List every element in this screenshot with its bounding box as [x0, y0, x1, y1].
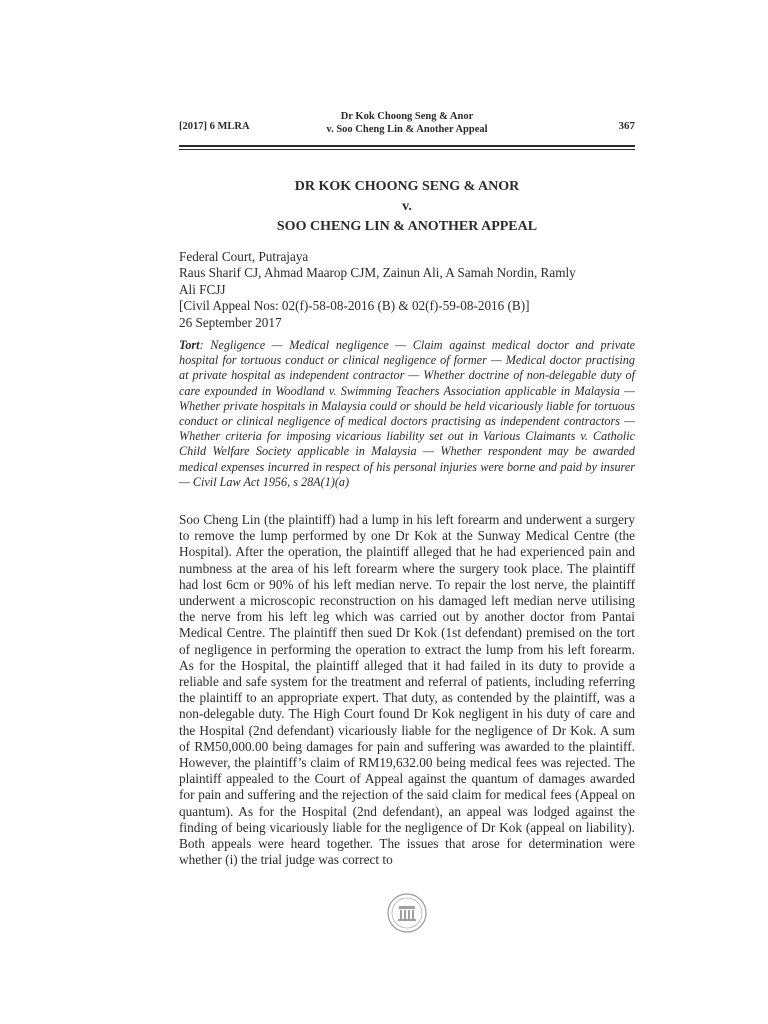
catchwords-label: Tort: [179, 338, 200, 352]
judges-line-2: Ali FCJJ: [179, 281, 226, 297]
running-case-name: [279, 110, 535, 136]
catchwords-text: : Negligence — Medical negligence — Claim against medical doctor and private hospital for tortuous conduct or clinical negligence of former — Medical doctor practising at private hospital as independent contractor — Whether doctrine of non-delegable duty of care expounded in Woodland v. Swimming Teachers Association applicable in Malaysia — Whether private hospitals in Malaysia could or should be held vicariously liable for tortuous conduct or clinical negligence of medical doctors practising as independent contractors — Whether criteria for imposing vicarious liability set out in Various Claimants v. Catholic Child Welfare Society applicable in Malaysia — Whether respondent may be awarded medical expenses incurred in respect of his personal injuries were borne and paid by insurer — Civil Law Act 1956, s 28A(1)(a): [179, 338, 635, 489]
header-rule-thin: [179, 149, 635, 150]
case-title-appellants: DR KOK CHOONG SENG & ANOR: [294, 179, 520, 194]
judgment-date: 26 September 2017: [179, 314, 282, 330]
catchwords: [179, 338, 635, 490]
running-head: [179, 107, 635, 143]
running-case-line-2: v. Soo Cheng Lin & Another Appeal: [326, 124, 488, 135]
report-citation: [2017] 6 MLRA: [179, 121, 250, 132]
header-rule-thick: [179, 145, 635, 147]
court-seal-icon: [386, 892, 428, 934]
judges-line-1: Raus Sharif CJ, Ahmad Maarop CJM, Zainun Ali, A Samah Nordin, Ramly: [179, 265, 576, 281]
case-title-respondents: SOO CHENG LIN & ANOTHER APPEAL: [276, 219, 538, 234]
court-name: Federal Court, Putrajaya: [179, 249, 309, 264]
appeal-numbers: [Civil Appeal Nos: 02(f)-58-08-2016 (B) & 02(f)-59-08-2016 (B)]: [179, 298, 530, 314]
case-metadata: [179, 249, 635, 331]
case-title-versus: v.: [402, 199, 412, 214]
page-number: 367: [618, 120, 635, 132]
headnote-paragraph: Soo Cheng Lin (the plaintiff) had a lump in his left forearm and underwent a surgery to remove the lump performed by one Dr Kok at the Sunway Medical Centre (the Hospital). After the operation, the plaintiff alleged that he had experienced pain and numbness at the area of his left forearm where the surgery took place. The plaintiff had lost 6cm or 90% of his left median nerve. To repair the lost nerve, the plaintiff underwent a microscopic reconstruction on his damaged left median nerve utilising the nerve from his left leg which was carried out by another doctor from Pantai Medical Centre. The plaintiff then sued Dr Kok (1st defendant) premised on the tort of negligence in performing the operation to extract the lump from his left forearm. As for the Hospital, the plaintiff alleged that it had failed in its duty to provide a reliable and safe system for the treatment and referral of patients, including referring the plaintiff to an appropriate expert. That duty, as contended by the plaintiff, was a non-delegable duty. The High Court found Dr Kok negligent in his duty of care and the Hospital (2nd defendant) vicariously liable for the negligence of Dr Kok. A sum of RM50,000.00 being damages for pain and suffering was awarded to the plaintiff. However, the plaintiff’s claim of RM19,632.00 being medical fees was rejected. The plaintiff appealed to the Court of Appeal against the quantum of damages awarded for pain and suffering and the rejection of the said claim for medical fees (Appeal on quantum). As for the Hospital (2nd defendant), an appeal was lodged against the finding of being vicariously liable for the negligence of Dr Kok (appeal on liability). Both appeals were heard together. The issues that arose for determination were whether (i) the trial judge was correct to: [179, 512, 635, 868]
running-case-line-1: Dr Kok Choong Seng & Anor: [340, 111, 474, 122]
case-title: [179, 177, 635, 237]
